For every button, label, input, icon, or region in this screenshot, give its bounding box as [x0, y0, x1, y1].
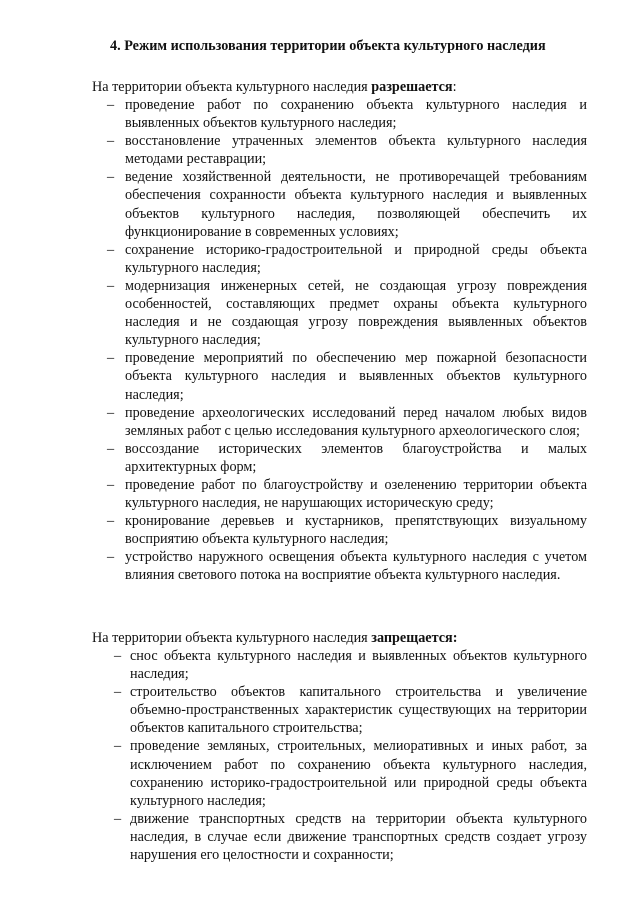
allowed-intro-suffix: : — [452, 79, 457, 95]
list-item-text: проведение работ по сохранению объекта культурного наследия и выявленных объектов культурного наследия; — [125, 97, 587, 132]
list-item-text: проведение работ по благоустройству и озеленению территории объекта культурного наследия, не нарушающих историческую среду; — [125, 476, 587, 512]
prohibited-intro-text: На территории объекта культурного наследия — [92, 630, 372, 646]
list-item-text: воссоздание исторических элементов благоустройства и малых архитектурных форм; — [125, 440, 587, 475]
list-item — [114, 737, 587, 809]
dash-bullet: – — [107, 97, 115, 113]
list-item — [107, 96, 587, 132]
list-item-text: кронирование деревьев и кустарников, препятствующих визуальному восприятию объекта культурного наследия; — [125, 513, 587, 548]
dash-bullet: – — [107, 350, 115, 367]
list-item — [107, 512, 587, 548]
dash-bullet: – — [107, 241, 115, 258]
dash-bullet: – — [107, 549, 115, 566]
list-item-text: устройство наружного освещения объекта культурного наследия с учетом влияния светового потока на восприятие объекта культурного наследия. — [125, 549, 587, 584]
prohibited-list — [114, 647, 587, 864]
list-item-text: проведение мероприятий по обеспечению мер пожарной безопасности объекта культурного наследия и выявленных объектов культурного наследия; — [125, 350, 587, 403]
list-item — [114, 810, 587, 864]
list-item-text: восстановление утраченных элементов объекта культурного наследия методами реставрации; — [125, 133, 587, 168]
dash-bullet: – — [107, 277, 115, 294]
list-item — [107, 168, 587, 240]
dash-bullet: – — [107, 133, 115, 150]
list-item — [114, 683, 587, 737]
allowed-list — [107, 96, 587, 585]
dash-bullet: – — [107, 476, 115, 493]
list-item-text: проведение земляных, строительных, мелиоративных и иных работ, за исключением работ по сохранению объекта культурного наследия, сохранению историко-градостроительной или природной среды объекта культурного наследия; — [130, 738, 587, 809]
allowed-keyword: разрешается — [371, 79, 453, 95]
dash-bullet: – — [107, 404, 115, 421]
dash-bullet: – — [114, 684, 122, 701]
allowed-intro-text: На территории объекта культурного наследия — [92, 79, 372, 95]
list-item — [107, 132, 587, 168]
list-item-text: ведение хозяйственной деятельности, не противоречащей требованиям обеспечения сохранности объекта культурного наследия и выявленных объектов культурного наследия, позволяющей обеспечить их функционирование в современных условиях; — [125, 169, 587, 240]
list-item-text: строительство объектов капитального строительства и увеличение объемно-пространственных характеристик существующих на территории объектов капитального строительства; — [130, 684, 587, 737]
prohibited-keyword: запрещается: — [371, 630, 458, 646]
list-item-text: сохранение историко-градостроительной и природной среды объекта культурного наследия; — [125, 241, 587, 276]
dash-bullet: – — [107, 440, 115, 457]
list-item-text: проведение археологических исследований перед началом любых видов земляных работ с целью исследования культурного археологического слоя; — [125, 404, 587, 439]
list-item — [107, 277, 587, 349]
list-item — [114, 647, 587, 683]
dash-bullet: – — [107, 169, 115, 186]
list-item — [107, 241, 587, 277]
dash-bullet: – — [107, 513, 115, 530]
list-item — [107, 476, 587, 512]
section-heading: 4. Режим использования территории объекта культурного наследия — [110, 38, 546, 54]
dash-bullet: – — [114, 810, 122, 827]
dash-bullet: – — [114, 738, 122, 755]
allowed-intro — [92, 78, 592, 96]
list-item-text: снос объекта культурного наследия и выявленных объектов культурного наследия; — [130, 648, 587, 683]
list-item — [107, 404, 587, 440]
list-item — [107, 440, 587, 476]
list-item — [107, 548, 587, 584]
list-item — [107, 349, 587, 403]
prohibited-intro — [92, 629, 592, 647]
dash-bullet: – — [114, 648, 122, 664]
list-item-text: модернизация инженерных сетей, не создающая угрозу повреждения особенностей, составляющих предмет охраны объекта культурного наследия и не создающая угрозу повреждения выявленных объектов культурного наследия; — [125, 277, 587, 349]
list-item-text: движение транспортных средств на территории объекта культурного наследия, в случае если движение транспортных средств создает угрозу нарушения его целостности и сохранности; — [130, 810, 587, 864]
